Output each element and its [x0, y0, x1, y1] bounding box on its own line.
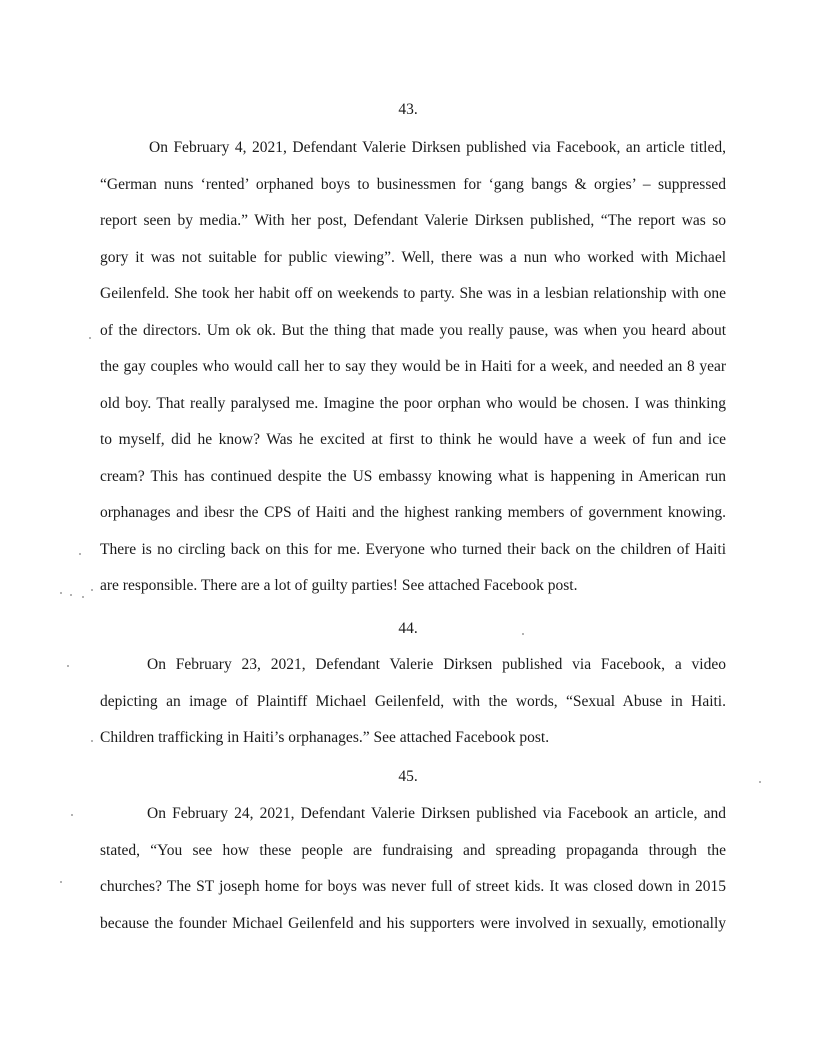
scan-speck	[71, 814, 73, 816]
scan-speck	[759, 781, 761, 783]
paragraph-line: Geilenfeld. She took her habit off on weekends to party. She was in a lesbian relationship with one	[100, 285, 726, 302]
paragraph-44	[100, 656, 726, 766]
paragraph-line: depicting an image of Plaintiff Michael Geilenfeld, with the words, “Sexual Abuse in Haiti.	[100, 692, 726, 710]
paragraph-number-43: 43.	[398, 101, 418, 118]
scan-speck	[79, 553, 81, 555]
paragraph-line: On February 24, 2021, Defendant Valerie Dirksen published via Facebook an article, and	[147, 805, 726, 822]
scan-speck	[70, 594, 72, 596]
paragraph-43	[100, 139, 726, 614]
paragraph-line: orphanages and ibesr the CPS of Haiti and the highest ranking members of government knowing.	[100, 504, 726, 521]
paragraph-line: to myself, did he know? Was he excited at first to think he would have a week of fun and ice	[100, 431, 726, 448]
paragraph-line: On February 23, 2021, Defendant Valerie Dirksen published via Facebook, a video	[147, 656, 726, 673]
scan-speck	[67, 665, 69, 667]
paragraph-line: of the directors. Um ok ok. But the thing that made you really pause, was when you heard about	[100, 321, 726, 339]
paragraph-number-45: 45.	[398, 768, 418, 785]
paragraph-45	[100, 805, 726, 951]
scan-speck	[89, 337, 91, 339]
paragraph-number-44: 44.	[398, 620, 418, 637]
paragraph-line: cream? This has continued despite the US embassy knowing what is happening in American run	[100, 467, 726, 485]
paragraph-line: gory it was not suitable for public viewing”. Well, there was a nun who worked with Michael	[100, 248, 726, 266]
scan-speck	[91, 589, 93, 591]
scan-speck	[60, 881, 62, 883]
scan-speck	[522, 633, 524, 635]
paragraph-line: because the founder Michael Geilenfeld and his supporters were involved in sexually, emotionally	[100, 914, 726, 932]
paragraph-line: stated, “You see how these people are fundraising and spreading propaganda through the	[100, 841, 726, 859]
paragraph-line: churches? The ST joseph home for boys was never full of street kids. It was closed down in 2015	[100, 878, 726, 895]
paragraph-line: the gay couples who would call her to say they would be in Haiti for a week, and needed an 8 year	[100, 358, 726, 375]
paragraph-line: There is no circling back on this for me. Everyone who turned their back on the children of Haiti	[100, 540, 726, 558]
scan-speck	[82, 596, 84, 598]
paragraph-line: On February 4, 2021, Defendant Valerie Dirksen published via Facebook, an article titled,	[149, 139, 726, 156]
scan-speck	[91, 740, 93, 742]
paragraph-line: old boy. That really paralysed me. Imagine the poor orphan who would be chosen. I was thinking	[100, 394, 726, 412]
scan-speck	[60, 592, 62, 594]
paragraph-line: Children trafficking in Haiti’s orphanages.” See attached Facebook post.	[100, 729, 550, 746]
paragraph-line: “German nuns ‘rented’ orphaned boys to businessmen for ‘gang bangs & orgies’ – suppressed	[100, 175, 726, 193]
paragraph-line: are responsible. There are a lot of guilty parties! See attached Facebook post.	[100, 577, 578, 594]
paragraph-line: report seen by media.” With her post, Defendant Valerie Dirksen published, “The report was so	[100, 212, 726, 229]
